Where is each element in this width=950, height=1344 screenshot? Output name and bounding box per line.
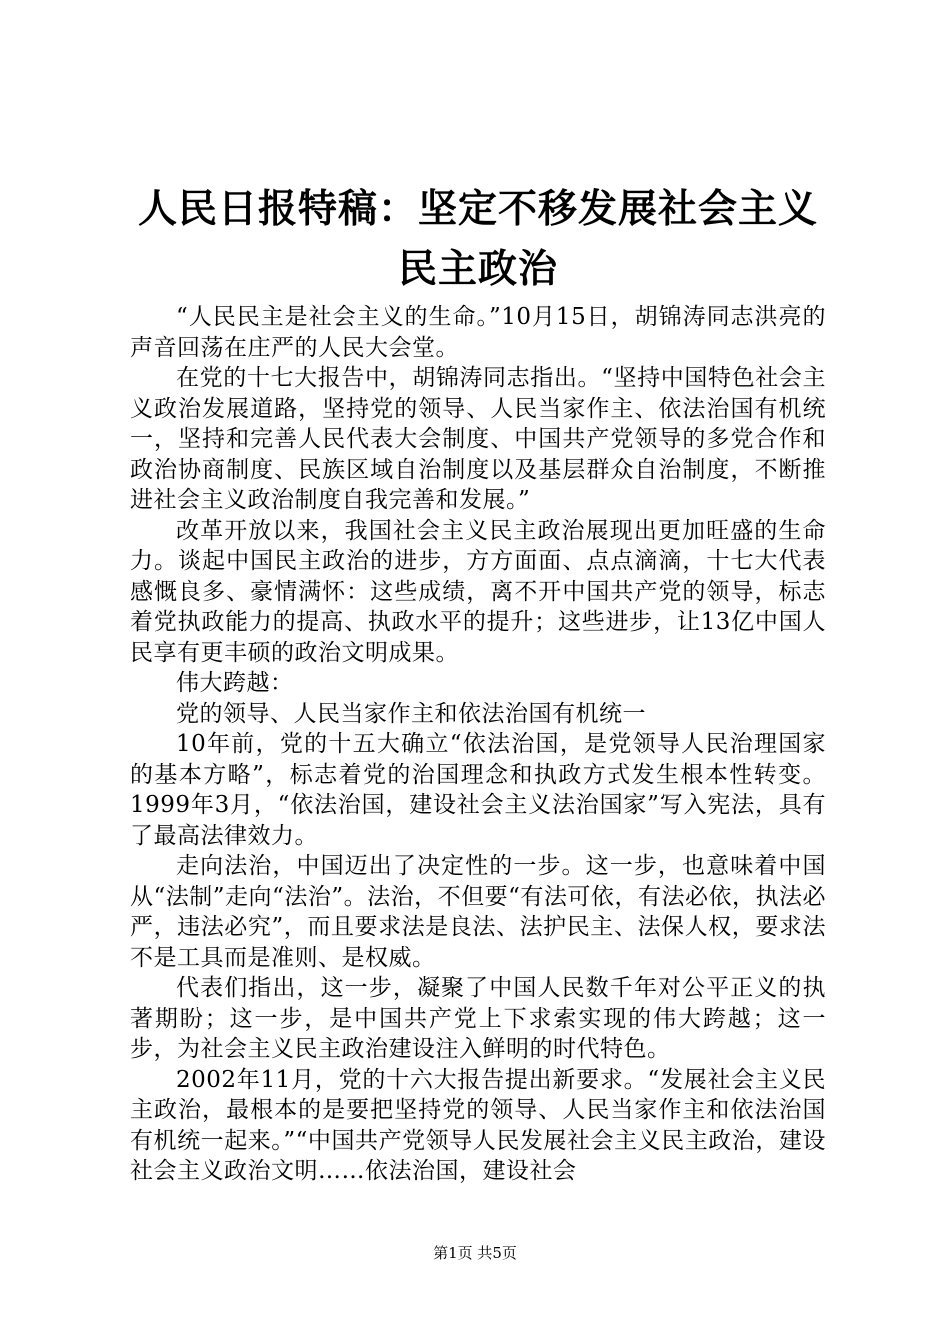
paragraph: “人民民主是社会主义的生命。”10月15日，胡锦涛同志洪亮的声音回荡在庄严的人民大会堂。: [130, 304, 826, 361]
paragraph: 2002年11月，党的十六大报告提出新要求。“发展社会主义民主政治，最根本的是要把坚持党的领导、人民当家作主和依法治国有机统一起来。”“中国共产党领导人民发展社会主义民主政治，建设社会主义政治文明……依法治国，建设社会: [130, 1066, 826, 1184]
document-page: [130, 180, 826, 1187]
page-number-footer: 第1页 共5页: [433, 1244, 517, 1262]
section-label: 伟大跨越：: [176, 670, 294, 696]
paragraph: 在党的十七大报告中，胡锦涛同志指出。“坚持中国特色社会主义政治发展道路，坚持党的领导、人民当家作主、依法治国有机统一，坚持和完善人民代表大会制度、中国共产党领导的多党合作和政治协商制度、民族区域自治制度以及基层群众自治制度，不断推进社会主义政治制度自我完善和发展。”: [130, 365, 826, 513]
paragraph: 改革开放以来，我国社会主义民主政治展现出更加旺盛的生命力。谈起中国民主政治的进步，方方面面、点点滴滴，十七大代表感慨良多、豪情满怀：这些成绩，离不开中国共产党的领导，标志着党执政能力的提高、执政水平的提升；这些进步，让13亿中国人民享有更丰硕的政治文明成果。: [130, 517, 826, 666]
article-body: [130, 302, 826, 1187]
paragraph: 代表们指出，这一步，凝聚了中国人民数千年对公平正义的执著期盼；这一步，是中国共产党上下求索实现的伟大跨越；这一步，为社会主义民主政治建设注入鲜明的时代特色。: [130, 975, 826, 1062]
section-heading: 党的领导、人民当家作主和依法治国有机统一: [176, 700, 646, 727]
page-title: 人民日报特稿：坚定不移发展社会主义民主政治: [137, 187, 818, 292]
paragraph: 10年前，党的十五大确立“依法治国，是党领导人民治理国家的基本方略”，标志着党的治国理念和执政方式发生根本性转变。1999年3月，“依法治国，建设社会主义法治国家”写入宪法，具有了最高法律效力。: [130, 731, 826, 849]
paragraph: 走向法治，中国迈出了决定性的一步。这一步，也意味着中国从“法制”走向“法治”。法治，不但要“有法可依，有法必依，执法必严，违法必究”，而且要求法是良法、法护民主、法保人权，要求法不是工具而是准则、是权威。: [130, 853, 826, 971]
